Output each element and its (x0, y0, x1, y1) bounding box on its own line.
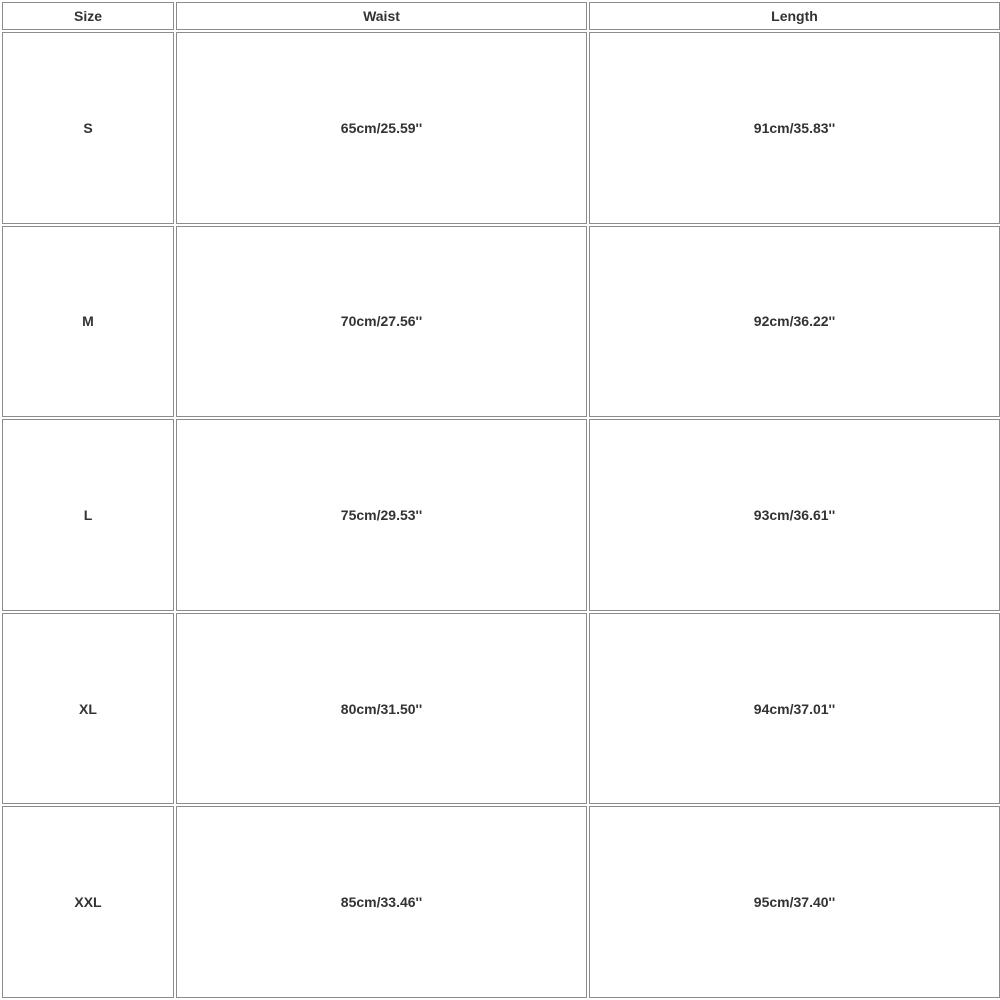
cell-length: 91cm/35.83'' (589, 32, 1000, 224)
cell-waist: 85cm/33.46'' (176, 806, 587, 998)
table-header-row (2, 2, 1000, 30)
cell-length: 95cm/37.40'' (589, 806, 1000, 998)
cell-waist: 80cm/31.50'' (176, 613, 587, 805)
cell-waist: 70cm/27.56'' (176, 226, 587, 418)
table-row (2, 419, 1000, 611)
table-row (2, 806, 1000, 998)
cell-waist: 65cm/25.59'' (176, 32, 587, 224)
cell-size: XXL (2, 806, 174, 998)
header-length: Length (589, 2, 1000, 30)
table-row (2, 32, 1000, 224)
cell-size: L (2, 419, 174, 611)
cell-size: M (2, 226, 174, 418)
cell-length: 94cm/37.01'' (589, 613, 1000, 805)
header-size: Size (2, 2, 174, 30)
header-waist: Waist (176, 2, 587, 30)
table-row (2, 226, 1000, 418)
cell-length: 92cm/36.22'' (589, 226, 1000, 418)
cell-waist: 75cm/29.53'' (176, 419, 587, 611)
cell-size: S (2, 32, 174, 224)
table-row (2, 613, 1000, 805)
cell-length: 93cm/36.61'' (589, 419, 1000, 611)
cell-size: XL (2, 613, 174, 805)
